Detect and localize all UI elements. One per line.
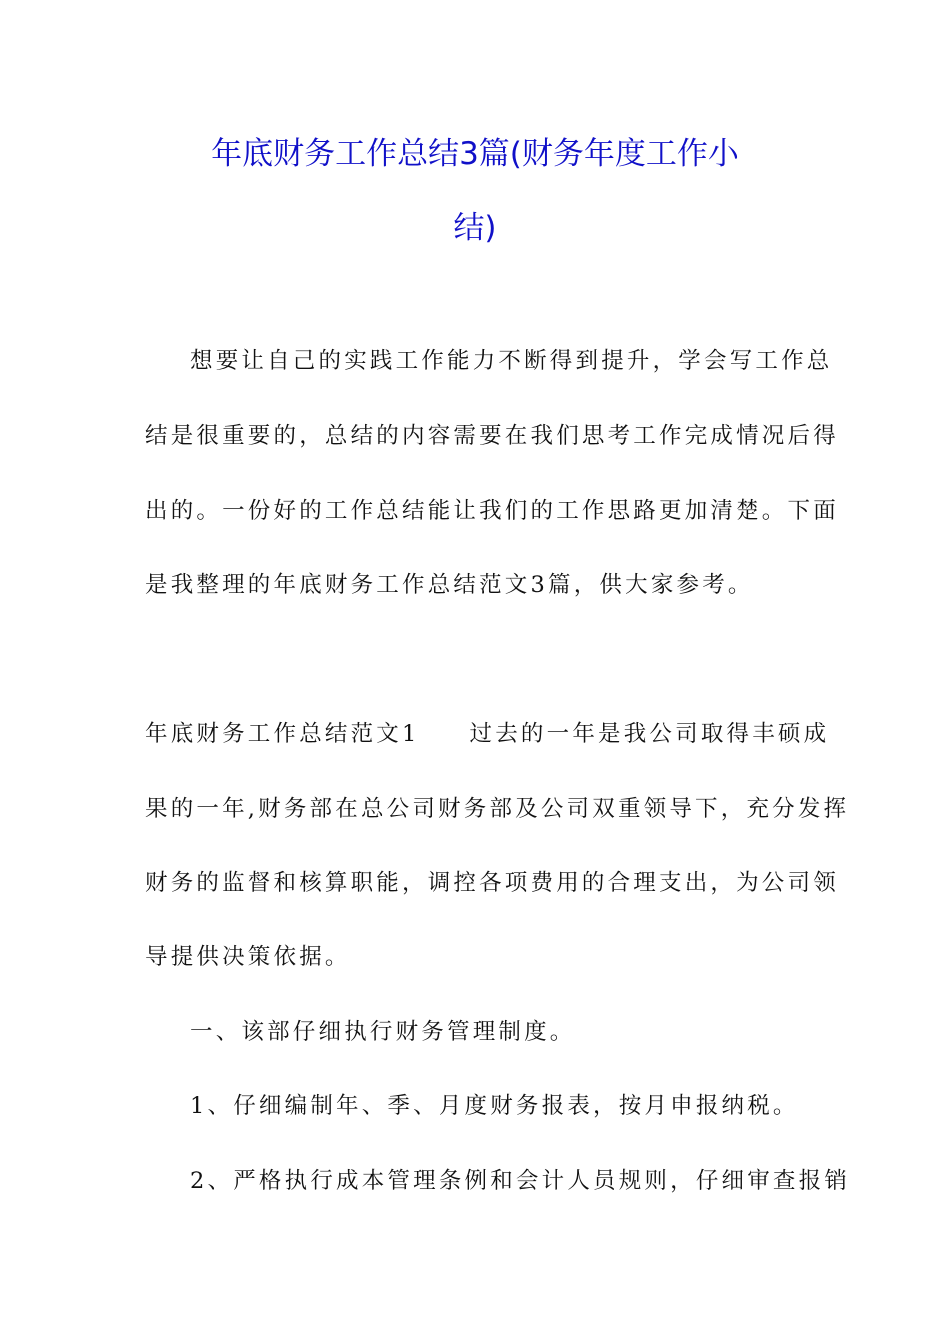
- section-1-label: 年底财务工作总结范文1: [145, 721, 420, 747]
- section-1-text: 过去的一年是我公司取得丰硕成: [469, 721, 830, 747]
- intro-paragraph-line: 结是很重要的，总结的内容需要在我们思考工作完成情况后得: [145, 423, 839, 449]
- document-title-line-2: 结): [453, 210, 497, 246]
- section-1-first-line: [145, 719, 830, 749]
- intro-paragraph-line: 出的。一份好的工作总结能让我们的工作思路更加清楚。下面: [145, 498, 839, 524]
- document-title-line-1: 年底财务工作总结3篇(财务年度工作小: [211, 136, 739, 172]
- intro-paragraph-line: 想要让自己的实践工作能力不断得到提升，学会写工作总: [190, 348, 833, 374]
- section-1-paragraph-line: 财务的监督和核算职能，调控各项费用的合理支出，为公司领: [145, 870, 839, 896]
- list-item-1: 1、仔细编制年、季、月度财务报表，按月申报纳税。: [190, 1093, 799, 1119]
- intro-paragraph-line: 是我整理的年底财务工作总结范文3篇，供大家参考。: [145, 572, 754, 598]
- heading-one: 一、该部仔细执行财务管理制度。: [190, 1019, 576, 1045]
- list-item-2: 2、严格执行成本管理条例和会计人员规则，仔细审查报销: [190, 1168, 851, 1194]
- section-1-paragraph-line: 果的一年,财务部在总公司财务部及公司双重领导下，充分发挥: [145, 796, 850, 822]
- section-1-paragraph-line: 导提供决策依据。: [145, 944, 351, 970]
